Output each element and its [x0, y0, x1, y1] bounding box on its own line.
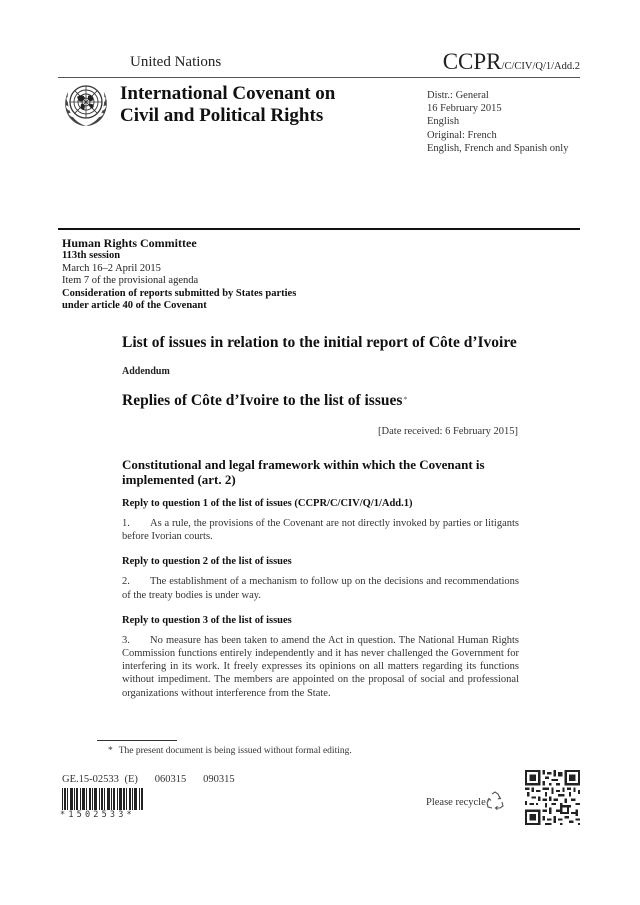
paragraph-number: 3.: [122, 634, 130, 646]
document-symbol-main: CCPR: [442, 49, 502, 74]
document-title: [120, 83, 335, 127]
date-received: [Date received: 6 February 2015]: [378, 426, 518, 437]
distribution-type: Distr.: General: [427, 90, 489, 101]
list-of-issues-title: List of issues in relation to the initial report of Côte d’Ivoire: [122, 334, 517, 351]
reply-heading-1: Reply to question 1 of the list of issues (CCPR/C/CIV/Q/1/Add.1): [122, 498, 413, 509]
reply-paragraph-3: [122, 634, 519, 700]
organization-label: United Nations: [130, 54, 222, 70]
distribution-original: Original: French: [427, 129, 497, 141]
paragraph-text: The establishment of a mechanism to follow up on the decisions and recommendations of the treaty bodies is under way.: [122, 576, 519, 601]
document-symbol: [443, 49, 580, 75]
recycle-icon: [484, 790, 506, 812]
reply-paragraph-2: [122, 575, 519, 601]
agenda-item: Item 7 of the provisional agenda: [62, 275, 199, 287]
document-body: [122, 457, 519, 712]
distribution-date: 16 February 2015: [427, 103, 502, 115]
distribution-block: [427, 89, 568, 155]
barcode-text: *1502533*: [60, 810, 135, 820]
session-dates: March 16–2 April 2015: [62, 262, 161, 274]
distribution-language: English: [427, 116, 460, 128]
consideration-line-2: under article 40 of the Covenant: [62, 300, 207, 312]
footnote: [108, 746, 352, 756]
committee-name: Human Rights Committee: [62, 236, 197, 250]
session-label: 113th session: [62, 250, 121, 261]
title-line-2: Civil and Political Rights: [120, 105, 324, 126]
title-line-1: International Covenant on: [120, 83, 336, 104]
footnote-rule: [97, 740, 177, 741]
reply-heading-2: Reply to question 2 of the list of issues: [122, 556, 292, 568]
replies-title-text: Replies of Côte d’Ivoire to the list of issues: [122, 392, 403, 409]
job-number: GE.15-02533 (E) 060315 090315: [62, 774, 235, 785]
addendum-label: Addendum: [122, 366, 170, 377]
qr-code-icon[interactable]: [525, 770, 580, 825]
distribution-languages-only: English, French and Spanish only: [427, 142, 569, 154]
committee-block: [62, 236, 296, 313]
reply-paragraph-1: [122, 517, 519, 543]
footnote-mark: *: [108, 746, 113, 756]
footnote-text: The present document is being issued without formal editing.: [118, 746, 352, 756]
footnote-reference[interactable]: *: [403, 395, 408, 404]
replies-title: [122, 392, 407, 410]
un-emblem-icon: [62, 80, 110, 128]
header-rule: [58, 77, 580, 78]
recycle-label: Please recycle: [426, 797, 486, 808]
paragraph-text: No measure has been taken to amend the Act in question. The National Human Rights Commission functions entirely independently and it has never challenged the Government for interfering in its work. It freely expresses its opinions on all matters regarding its functions without impediment. The members are appointed on the proposal of social and professional organizations without interference from the State.: [122, 634, 519, 699]
paragraph-number: 2.: [122, 576, 130, 588]
paragraph-number: 1.: [122, 518, 130, 529]
reply-heading-3: Reply to question 3 of the list of issues: [122, 614, 292, 626]
consideration-line-1: Consideration of reports submitted by States parties: [62, 287, 297, 299]
section-heading: Constitutional and legal framework within which the Covenant is implemented (art. 2): [122, 457, 485, 487]
section-rule: [58, 228, 580, 230]
paragraph-text: As a rule, the provisions of the Covenant are not directly invoked by parties or litigants before Ivorian courts.: [122, 518, 519, 543]
document-symbol-sub: /C/CIV/Q/1/Add.2: [501, 61, 580, 72]
barcode-icon: [62, 788, 152, 810]
